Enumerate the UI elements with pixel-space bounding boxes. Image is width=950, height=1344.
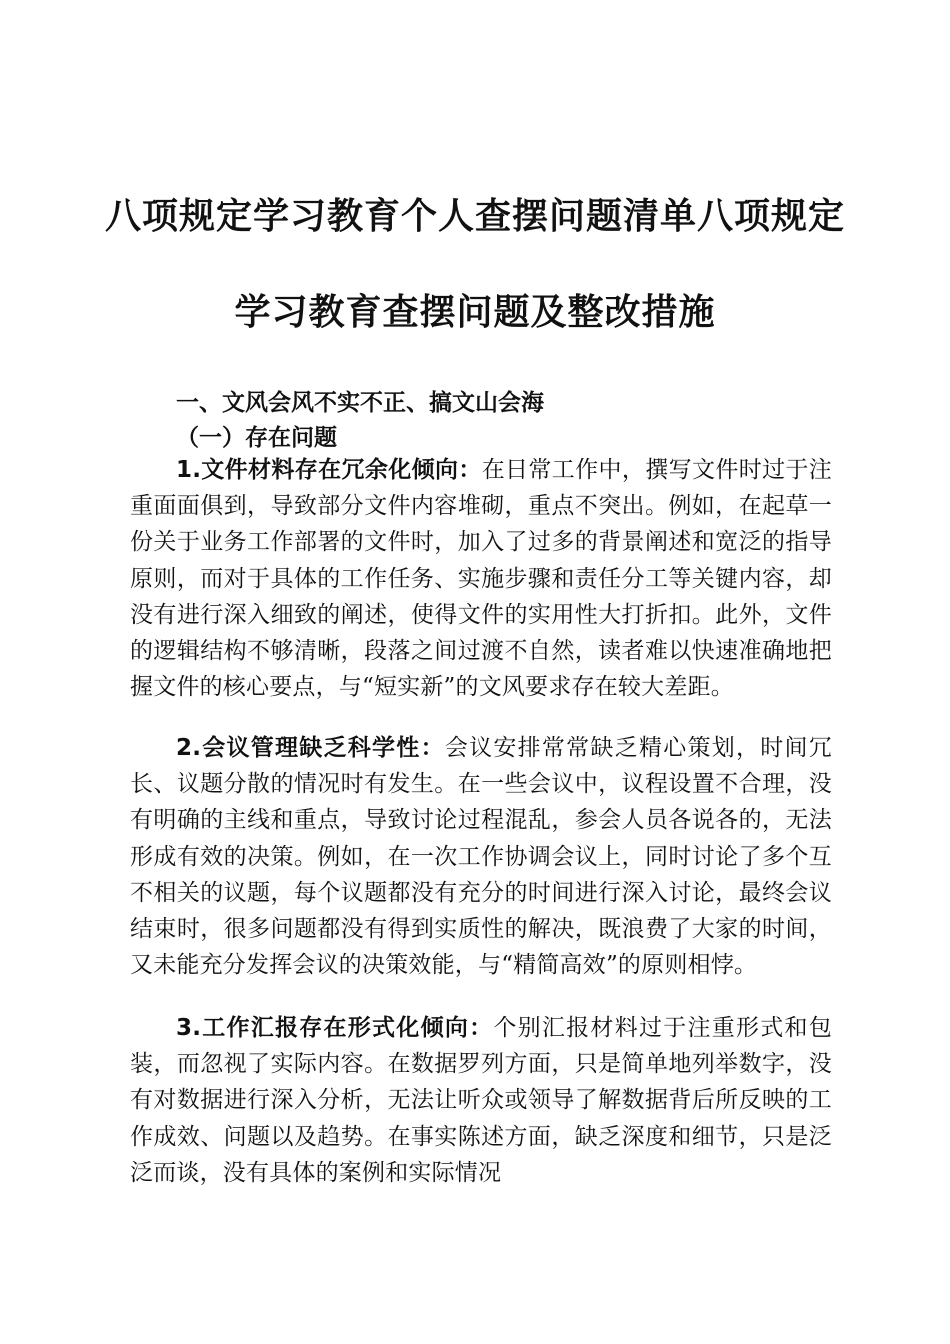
paragraph-item-2 <box>130 730 832 983</box>
paragraph-item-2-text: 会议安排常常缺乏精心策划，时间冗长、议题分散的情况时有发生。在一些会议中，议程设置不合理，没有明确的主线和重点，导致讨论过程混乱，参会人员各说各的，无法形成有效的决策。例如，在一次工作协调会议上，同时讨论了多个互不相关的议题，每个议题都没有充分的时间进行深入讨论，最终会议结束时，很多问题都没有得到实质性的解决，既浪费了大家的时间，又未能充分发挥会议的决策效能，与“精简高效”的原则相悖。 <box>130 735 832 979</box>
section-subheading: （一）存在问题 <box>176 424 337 451</box>
paragraph-item-1-lead: 1.文件材料存在冗余化倾向： <box>176 457 482 483</box>
paragraph-item-2-lead: 2.会议管理缺乏科学性： <box>176 735 445 761</box>
paragraph-item-3-text: 个别汇报材料过于注重形式和包装，而忽视了实际内容。在数据罗列方面，只是简单地列举数字，没有对数据进行深入分析，无法让听众或领导了解数据背后所反映的工作成效、问题以及趋势。在事实陈述方面，缺乏深度和细节，只是泛泛而谈，没有具体的案例和实际情况 <box>130 1015 832 1186</box>
section-heading: 一、文风会风不实不正、搞文山会海 <box>176 390 544 416</box>
paragraph-item-1-text: 在日常工作中，撰写文件时过于注重面面俱到，导致部分文件内容堆砌，重点不突出。例如，在起草一份关于业务工作部署的文件时，加入了过多的背景阐述和宽泛的指导原则，而对于具体的工作任务、实施步骤和责任分工等关键内容，却没有进行深入细致的阐述，使得文件的实用性大打折扣。此外，文件的逻辑结构不够清晰，段落之间过渡不自然，读者难以快速准确地把握文件的核心要点，与“短实新”的文风要求存在较大差距。 <box>130 457 832 701</box>
paragraph-item-3 <box>130 1010 832 1191</box>
paragraph-item-1 <box>130 452 832 705</box>
document-title-line-2: 学习教育查摆问题及整改措施 <box>234 291 716 333</box>
document-title-line-1: 八项规定学习教育个人查摆问题清单八项规定 <box>104 195 845 237</box>
paragraph-item-3-lead: 3.工作汇报存在形式化倾向： <box>176 1015 494 1041</box>
